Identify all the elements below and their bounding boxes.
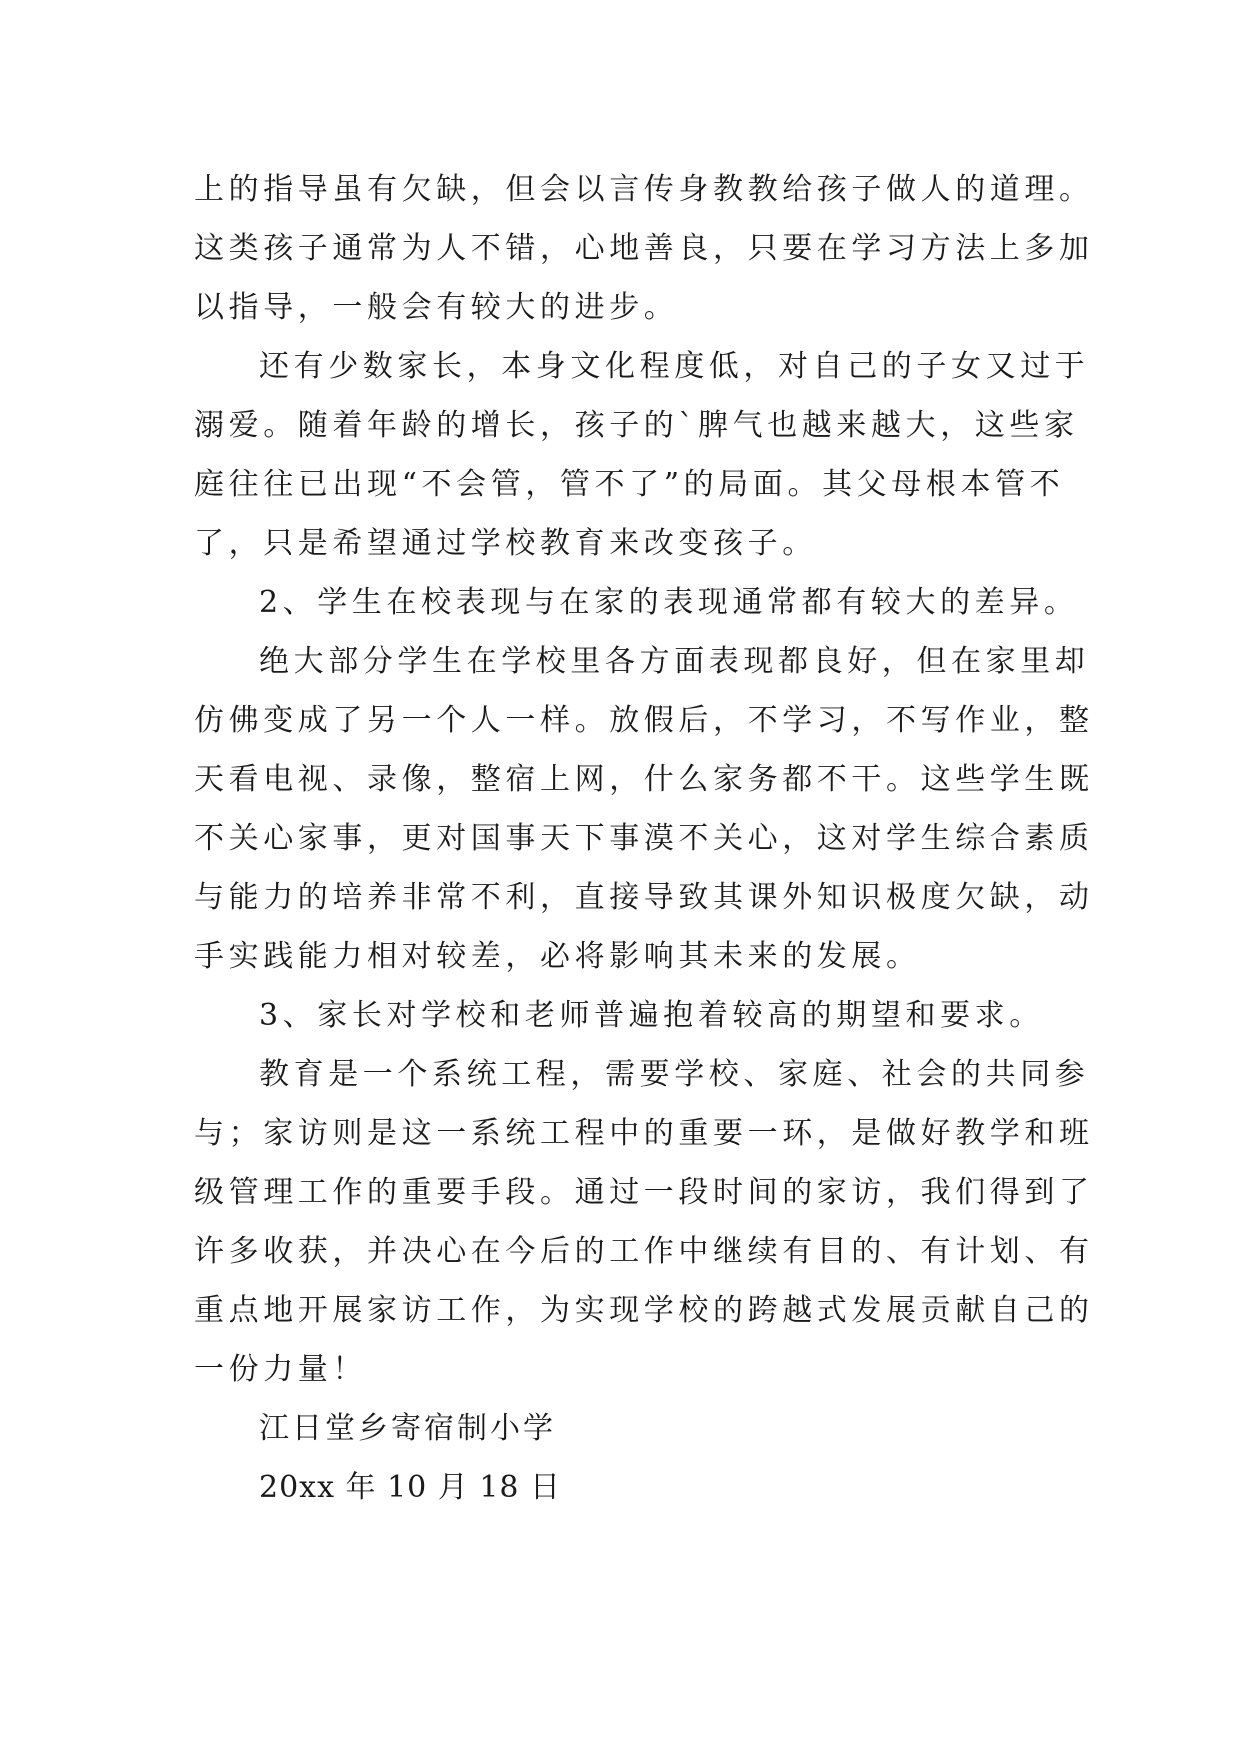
text-line: 与；家访则是这一系统工程中的重要一环，是做好教学和班 [194,1116,1094,1151]
text-line: 与能力的培养非常不利，直接导致其课外知识极度欠缺，动 [194,880,1094,915]
text-line: 不关心家事，更对国事天下事漠不关心，这对学生综合素质 [194,821,1094,856]
text-line: 上的指导虽有欠缺，但会以言传身教教给孩子做人的道理。 [194,172,1094,207]
document-body [194,160,1094,1517]
signature-school: 江日堂乡寄宿制小学 [259,1411,556,1446]
section-heading: 3、家长对学校和老师普遍抱着较高的期望和要求。 [259,998,1044,1033]
text-line: 以指导，一般会有较大的进步。 [194,290,679,325]
text-line: 溺爱。随着年龄的增长，孩子的`脾气也越来越大，这些家 [194,408,1079,443]
section-heading: 2、学生在校表现与在家的表现通常都有较大的差异。 [259,585,1079,620]
text-line: 许多收获，并决心在今后的工作中继续有目的、有计划、有 [194,1234,1094,1269]
paragraph-first-line: 还有少数家长，本身文化程度低，对自己的子女又过于 [259,349,1090,384]
text-line: 手实践能力相对较差，必将影响其未来的发展。 [194,939,921,974]
paragraph-first-line: 绝大部分学生在学校里各方面表现都良好，但在家里却 [259,644,1090,679]
text-line: 重点地开展家访工作，为实现学校的跨越式发展贡献自己的 [194,1293,1094,1328]
paragraph-first-line: 教育是一个系统工程，需要学校、家庭、社会的共同参 [259,1057,1090,1092]
text-line: 了，只是希望通过学校教育来改变孩子。 [194,526,817,561]
text-line: 这类孩子通常为人不错，心地善良，只要在学习方法上多加 [194,231,1094,266]
text-line: 仿佛变成了另一个人一样。放假后，不学习，不写作业，整 [194,703,1094,738]
text-line: 天看电视、录像，整宿上网，什么家务都不干。这些学生既 [194,762,1094,797]
text-line: 庭往往已出现“不会管，管不了”的局面。其父母根本管不 [194,467,1065,502]
signature-date: 20xx 年 10 月 18 日 [259,1470,562,1505]
text-line: 级管理工作的重要手段。通过一段时间的家访，我们得到了 [194,1175,1094,1210]
text-line: 一份力量！ [194,1352,367,1387]
